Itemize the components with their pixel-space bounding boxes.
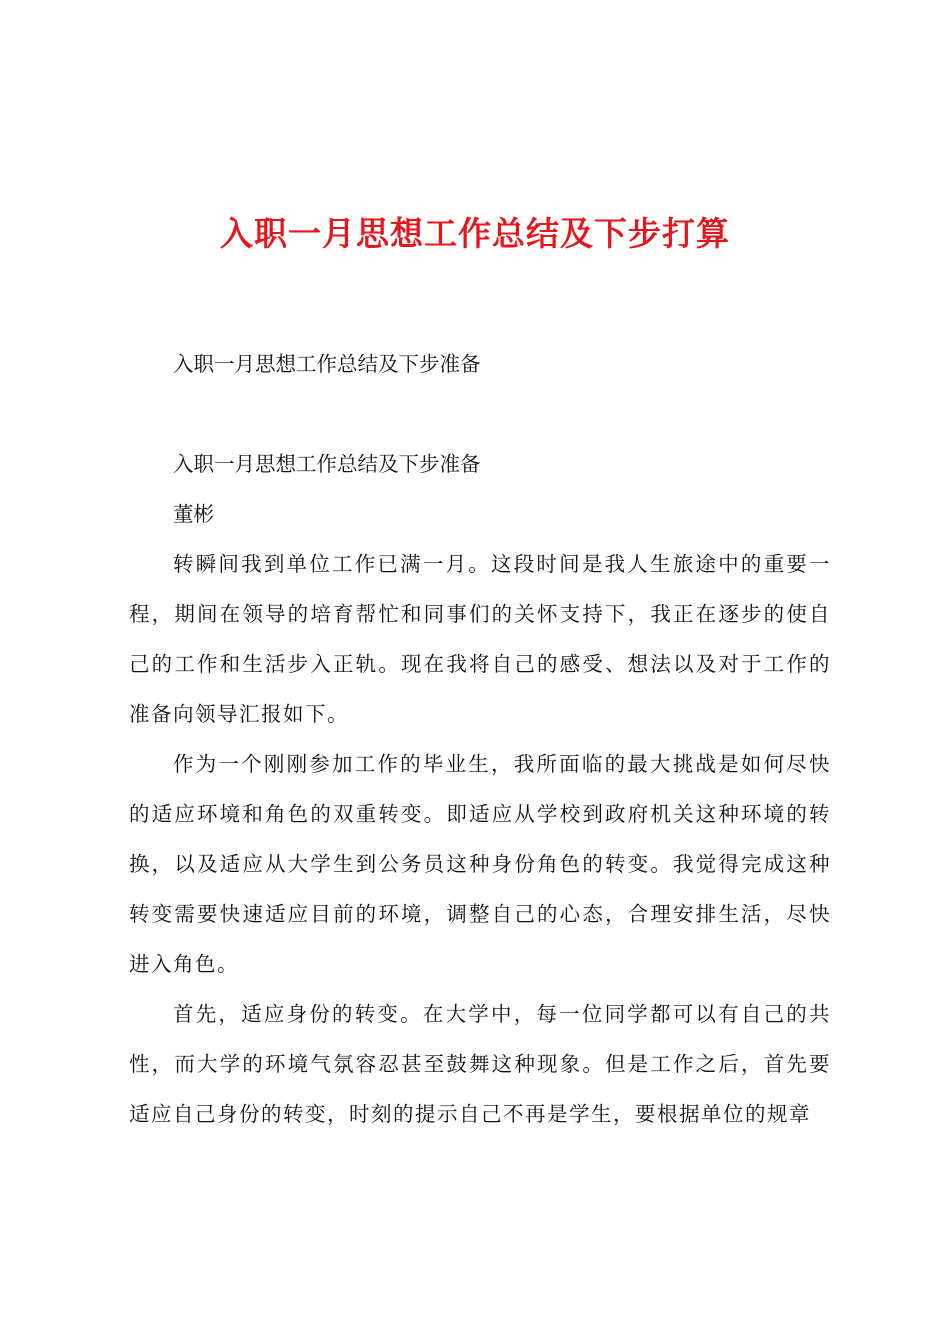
paragraph: 作为一个刚刚参加工作的毕业生，我所面临的最大挑战是如何尽快的适应环境和角色的双重转变。即适应从学校到政府机关这种环境的转换，以及适应从大学生到公务员这种身份角色的转变。我觉得完成这种转变需要快速适应目前的环境，调整自己的心态，合理安排生活，尽快进入角色。	[129, 752, 831, 976]
paragraph: 首先，适应身份的转变。在大学中，每一位同学都可以有自己的共性，而大学的环境气氛容忍甚至鼓舞这种现象。但是工作之后，首先要适应自己身份的转变，时刻的提示自己不再是学生，要根据单位的规章	[129, 1002, 831, 1126]
document-subtitle: 入职一月思想工作总结及下步准备	[173, 352, 481, 376]
document-author: 董彬	[173, 502, 214, 526]
document-title: 入职一月思想工作总结及下步打算	[220, 214, 730, 253]
document-heading: 入职一月思想工作总结及下步准备	[173, 452, 481, 476]
paragraph: 转瞬间我到单位工作已满一月。这段时间是我人生旅途中的重要一程，期间在领导的培育帮忙和同事们的关怀支持下，我正在逐步的使自己的工作和生活步入正轨。现在我将自己的感受、想法以及对于工作的准备向领导汇报如下。	[129, 552, 831, 726]
